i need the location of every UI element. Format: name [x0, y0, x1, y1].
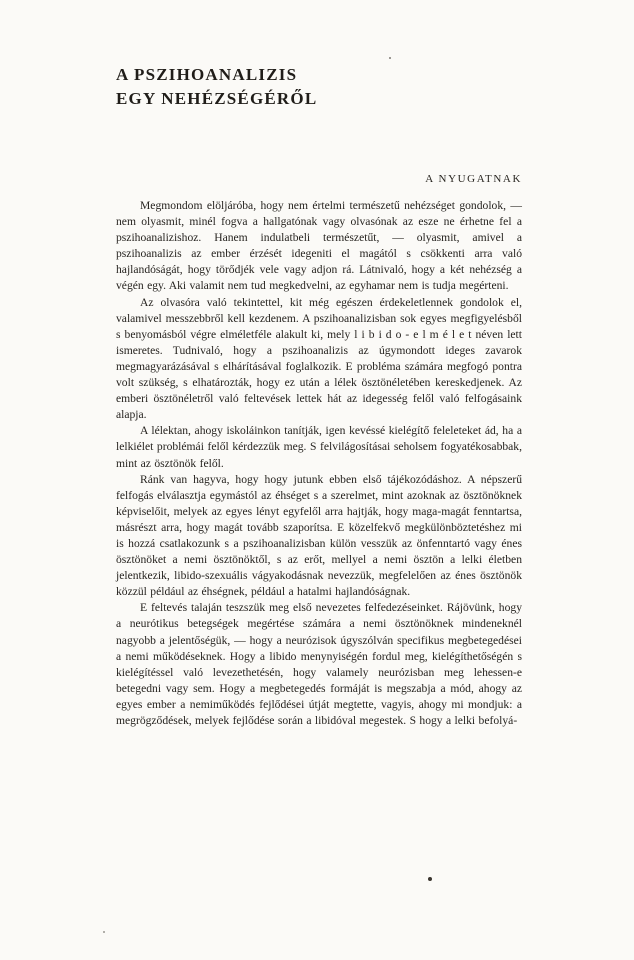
dedication: A NYUGATNAK — [425, 173, 522, 185]
printer-mark-dot — [428, 877, 432, 881]
title-line-1: A PSZIHOANALIZIS — [116, 65, 298, 84]
paragraph-3: A lélektan, ahogy iskoláinkon tanítják, igen kevéssé kielégítő feleleteket ád, ha a lelkiélet problémái felől kérdezzük meg. S felvilágosításai seholsem fogyatékosabbak, mint az ösztönök felől. — [116, 424, 522, 470]
paragraph-2: Az olvasóra való tekintettel, kit még egészen érdekeletlennek gondolok el, valamivel messzebbről kell kezdenem. A pszihoanalizisban sok egyes megfigyelésből s benyomásból végre elméletféle alakult ki, mely l i b i d o - e l m é l e t néven lett ismeretes. Tudnivaló, hogy a pszihoanalizis az úgymondott ideges zavarok megmagyarázásával s elhárításával foglalkozik. E probléma számára megfogó pontra volt szükség, s elhatározták, hogy ez után a lélek ösztönéletében kereskedjenek. Az emberi ösztönéletről való feltevések lettek hát az idegesség felől való felfogásaink alapja. — [116, 295, 522, 422]
paragraph-4: Ránk van hagyva, hogy hogy jutunk ebben első tájékozódáshoz. A népszerű felfogás elválasztja egymástól az éhséget s a szerelmet, mint azoknak az ösztönöknek képviselőit, melyek az egyes lényt egyfelől arra hajtják, hogy maga-magát fenntartsa, másrészt arra, hogy magát tovább szaporítsa. E közelfekvő megkülönböztetéshez mi is hozzá csatlakozunk s a pszihoanalizisban külön vesszük az önfenntartó vagy énes ösztönöket a nemi ösztönöktől, s az erőt, mellyel a nemi ösztön a lelki életben jelentkezik, libido-szexuális vágyakodásnak nevezzük, megfelelően az énes ösztönök közzül például az éhségnek, például a hatalmi hajlandóságnak. — [116, 472, 522, 599]
paragraph-5: E feltevés talaján teszszük meg első nevezetes felfedezéseinket. Rájövünk, hogy a neurótikus betegségek megértése számára a nemi ösztönöknek mindeneknél nagyobb a jelentőségük, — hogy a neurózisok úgyszólván specifikus megbetegedései a nemi működéseknek. Hogy a libido menynyiségén fordul meg, kielégíthetőségén s kielégítéssel való levezethetésén, hogy valamely neurózisban meg lehessen-e betegedni vagy sem. Hogy a megbetegedés formáját is megszabja a mód, ahogy az egyes ember a nemiműködés fejlődései útját megtette, vagyis, ahogy mi mondjuk: a megrögződések, melyek fejlődése során a libidóval megestek. S hogy a lelki befolyá- — [116, 601, 522, 727]
page-title — [116, 0, 522, 111]
text-column — [116, 0, 522, 729]
paragraph-1: Megmondom elöljáróba, hogy nem értelmi természetű nehézséget gondolok, — nem olyasmit, minél fogva a hallgatónak vagy olvasónak az esze ne érhetne fel a pszihoanalizishoz. Hanem indulatbeli természetűt, — olyasmit, amivel a pszihoanalizis az ember érzését idegeniti el magától s csökkenti arra való hajlandóságát, hogy törődjék vele vagy adjon rá. Látnivaló, hogy a két nehézség a végén egy. Aki valamit nem tud megkedvelni, az egyhamar nem is tudja megérteni. — [116, 199, 522, 293]
body-text — [116, 198, 522, 729]
title-line-2: EGY NEHÉZSÉGÉRŐL — [116, 89, 318, 108]
print-speck-footer — [103, 931, 105, 933]
